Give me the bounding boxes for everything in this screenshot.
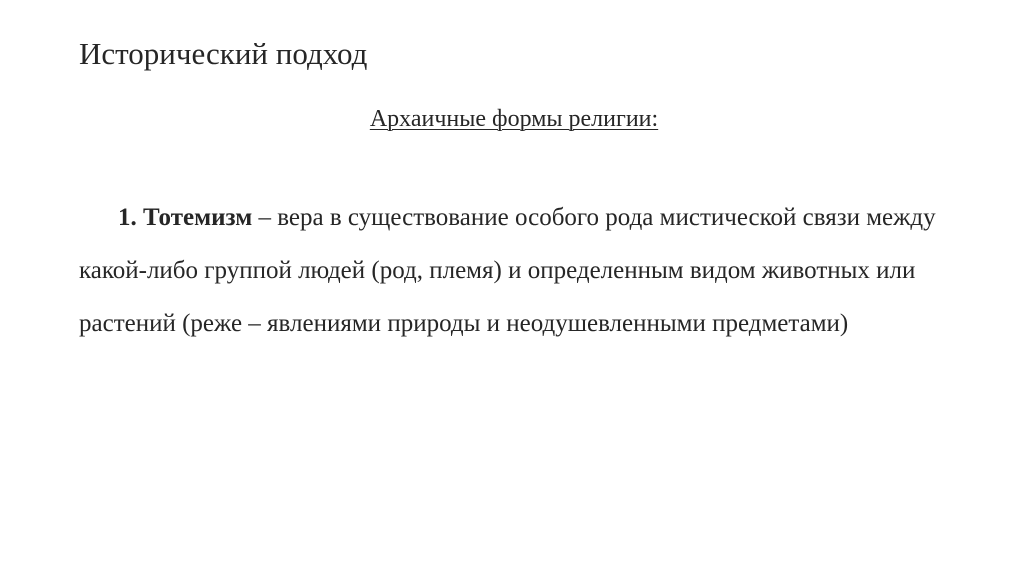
term-label: 1. Тотемизм: [118, 204, 253, 231]
term-definition: – вера в существование особого рода мистической связи между какой-либо группой людей (род, племя) и определенным видом животных или растений (реже – явлениями природы и неодушевленными предметами): [79, 204, 936, 337]
slide-body: [79, 191, 949, 350]
slide-title: Исторический подход: [79, 36, 368, 71]
subtitle-text: Архаичные формы религии:: [369, 106, 659, 132]
definition-paragraph: [79, 191, 949, 350]
slide-subtitle: [0, 104, 1024, 134]
